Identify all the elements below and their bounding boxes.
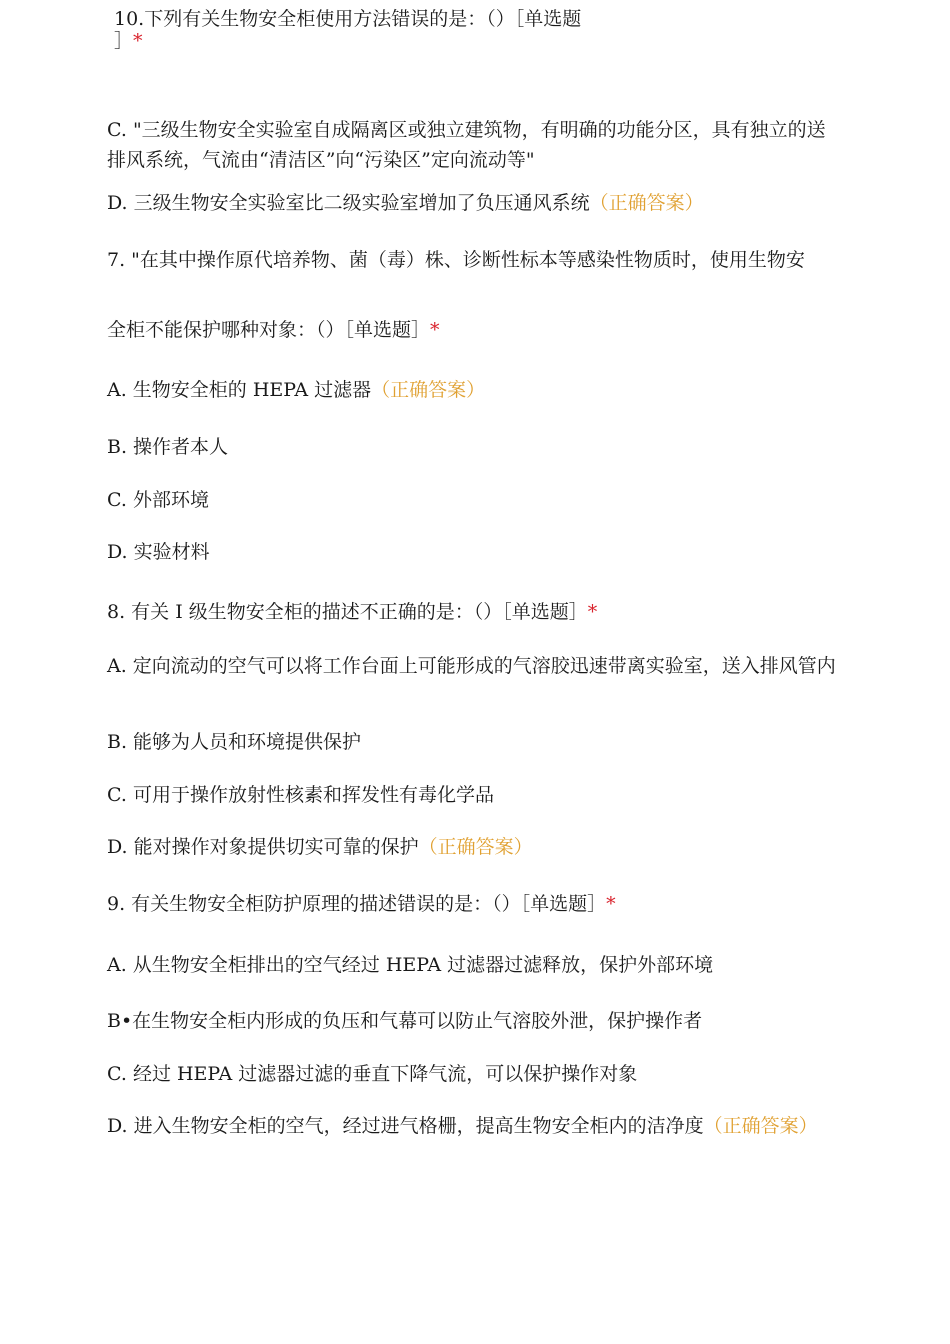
- required-asterisk: *: [606, 893, 616, 915]
- option-text: D. 三级生物安全实验室比二级实验室增加了负压通风系统: [107, 192, 590, 214]
- q10-stem-line2: [114, 26, 844, 56]
- option-text: B. 操作者本人: [107, 436, 229, 458]
- option-text: D. 实验材料: [107, 541, 210, 563]
- q7-stem-text-2: 全柜不能保护哪种对象：（）［单选题］: [107, 319, 431, 341]
- q9-option-d: [107, 1111, 837, 1141]
- option-text: C. 可用于操作放射性核素和挥发性有毒化学品: [107, 784, 494, 806]
- option-text: B. 能够为人员和环境提供保护: [107, 731, 362, 753]
- option-text: C. "三级生物安全实验室自成隔离区或独立建筑物，有明确的功能分区，具有独立的送排风系统，气流由“清洁区”向“污染区”定向流动等": [107, 119, 826, 171]
- q9-stem-text: 9. 有关生物安全柜防护原理的描述错误的是：（）［单选题］: [107, 893, 607, 915]
- q9-stem: [107, 889, 837, 919]
- q7-option-b: [107, 432, 837, 462]
- q7-stem-line1: [107, 245, 837, 275]
- q9-option-b: [107, 1006, 837, 1036]
- option-text: D. 进入生物安全柜的空气，经过进气格栅，提高生物安全柜内的洁净度: [107, 1115, 704, 1137]
- correct-answer-tag: （正确答案）: [418, 836, 533, 858]
- q7-option-c: [107, 485, 837, 515]
- q6-option-c: [107, 115, 837, 175]
- q8-option-c: [107, 780, 837, 810]
- required-asterisk: *: [133, 30, 143, 52]
- q10-stem-bracket: ］: [114, 30, 134, 52]
- q7-stem-text: 7. "在其中操作原代培养物、菌（毒）株、诊断性标本等感染性物质时，使用生物安: [107, 249, 805, 271]
- option-text: A. 生物安全柜的 HEPA 过滤器: [107, 379, 372, 401]
- q7-option-d: [107, 537, 837, 567]
- required-asterisk: *: [587, 601, 598, 623]
- option-text: C. 经过 HEPA 过滤器过滤的垂直下降气流，可以保护操作对象: [107, 1063, 638, 1085]
- q7-option-a: [107, 375, 837, 405]
- required-asterisk: *: [430, 319, 440, 341]
- q8-option-d: [107, 832, 837, 862]
- q10-stem-text: 10.下列有关生物安全柜使用方法错误的是：（）［单选题: [114, 8, 582, 30]
- option-text: C. 外部环境: [107, 489, 209, 511]
- q8-stem: [107, 597, 837, 627]
- q8-stem-text: 8. 有关 I 级生物安全柜的描述不正确的是：（）［单选题］: [107, 601, 588, 623]
- correct-answer-tag: （正确答案）: [589, 192, 704, 214]
- option-text: D. 能对操作对象提供切实可靠的保护: [107, 836, 419, 858]
- q9-option-c: [107, 1059, 837, 1089]
- q7-stem-line2: [107, 315, 837, 345]
- q8-option-a: [107, 651, 837, 681]
- correct-answer-tag: （正确答案）: [703, 1115, 818, 1137]
- correct-answer-tag: （正确答案）: [371, 379, 486, 401]
- option-text: A. 定向流动的空气可以将工作台面上可能形成的气溶胶迅速带离实验室，送入排风管内: [107, 655, 836, 677]
- q8-option-b: [107, 727, 837, 757]
- option-text: B•在生物安全柜内形成的负压和气幕可以防止气溶胶外泄，保护操作者: [107, 1010, 703, 1032]
- q9-option-a: [107, 950, 837, 980]
- q6-option-d: [107, 188, 837, 218]
- option-text: A. 从生物安全柜排出的空气经过 HEPA 过滤器过滤释放，保护外部环境: [107, 954, 714, 976]
